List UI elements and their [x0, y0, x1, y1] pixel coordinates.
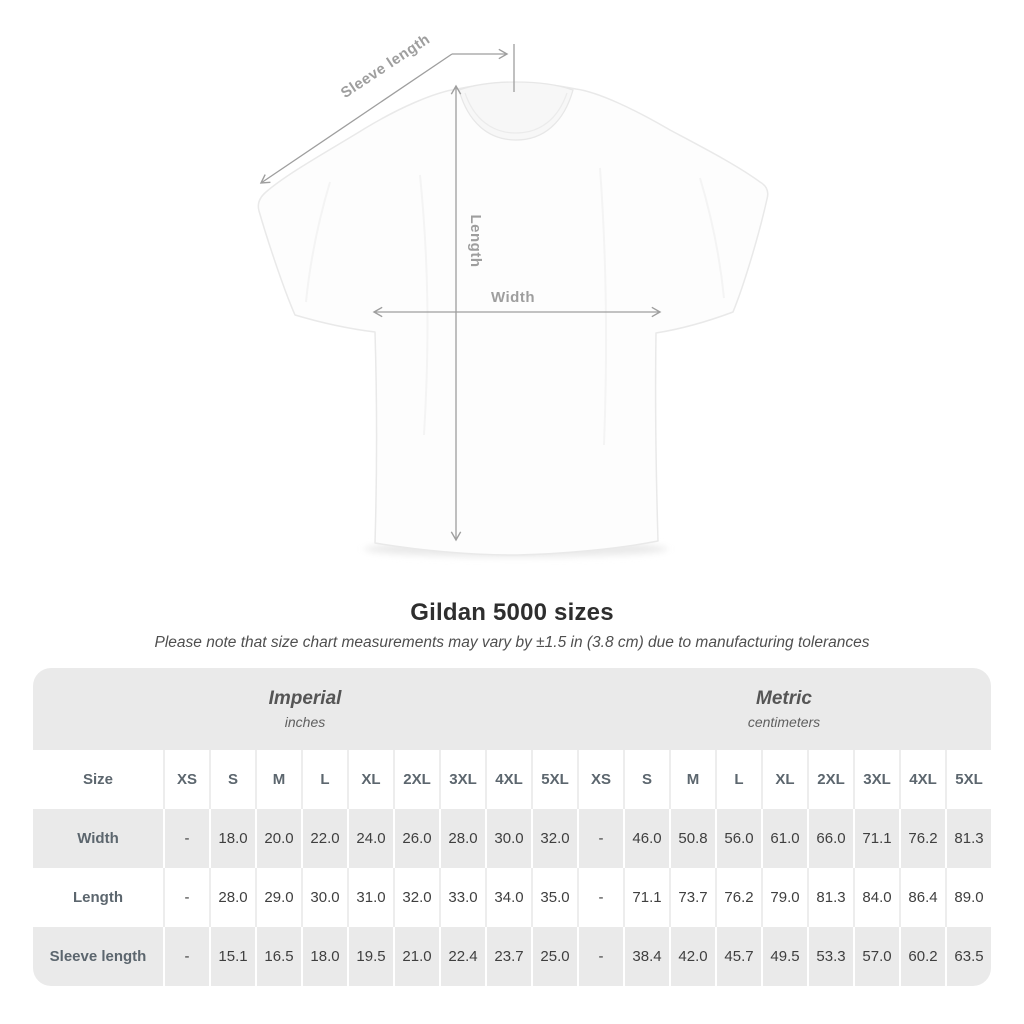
width-metric-value: - [577, 809, 623, 868]
page-title: Gildan 5000 sizes [410, 599, 614, 626]
width-imperial-value: 24.0 [347, 809, 393, 868]
width-imperial-value: 28.0 [439, 809, 485, 868]
sleeve-metric-value: 60.2 [899, 927, 945, 986]
size-header-metric-m: M [669, 750, 715, 809]
size-header-metric-5xl: 5XL [945, 750, 991, 809]
sleeve-imperial-value: 19.5 [347, 927, 393, 986]
width-metric-value: 71.1 [853, 809, 899, 868]
size-header-imperial-5xl: 5XL [531, 750, 577, 809]
length-metric-value: 89.0 [945, 868, 991, 927]
size-table [33, 668, 991, 986]
width-label: Width [490, 289, 536, 306]
sleeve-metric-value: - [577, 927, 623, 986]
width-imperial-value: - [163, 809, 209, 868]
length-metric-value: 79.0 [761, 868, 807, 927]
width-imperial-value: 18.0 [209, 809, 255, 868]
sleeve-imperial-value: 22.4 [439, 927, 485, 986]
length-metric-value: 73.7 [669, 868, 715, 927]
width-metric-value: 46.0 [623, 809, 669, 868]
row-label-sleeve-length: Sleeve length [49, 948, 147, 965]
length-metric-value: 76.2 [715, 868, 761, 927]
sleeve-imperial-value: 16.5 [255, 927, 301, 986]
length-imperial-value: 31.0 [347, 868, 393, 927]
sleeve-imperial-value: 15.1 [209, 927, 255, 986]
size-header-imperial-3xl: 3XL [439, 750, 485, 809]
sleeve-metric-value: 42.0 [669, 927, 715, 986]
size-header-imperial-xl: XL [347, 750, 393, 809]
size-header-metric-xl: XL [761, 750, 807, 809]
size-header-row [33, 750, 991, 809]
sleeve-metric-value: 38.4 [623, 927, 669, 986]
width-metric-value: 81.3 [945, 809, 991, 868]
length-imperial-value: 35.0 [531, 868, 577, 927]
width-imperial-value: 30.0 [485, 809, 531, 868]
size-header-metric-4xl: 4XL [899, 750, 945, 809]
length-metric-value: 86.4 [899, 868, 945, 927]
sleeve-metric-value: 53.3 [807, 927, 853, 986]
width-imperial-value: 32.0 [531, 809, 577, 868]
length-imperial-value: 33.0 [439, 868, 485, 927]
table-row-sleeve-length [33, 927, 991, 986]
width-metric-value: 50.8 [669, 809, 715, 868]
sleeve-imperial-value: - [163, 927, 209, 986]
sleeve-imperial-value: 21.0 [393, 927, 439, 986]
size-header-metric-2xl: 2XL [807, 750, 853, 809]
table-row-length [33, 868, 991, 927]
length-metric-value: - [577, 868, 623, 927]
size-header-metric-s: S [623, 750, 669, 809]
sleeve-metric-value: 49.5 [761, 927, 807, 986]
width-metric-value: 61.0 [761, 809, 807, 868]
page-subtitle: Please note that size chart measurements may vary by ±1.5 in (3.8 cm) due to manufacturing tolerances [154, 634, 870, 651]
imperial-group-header [33, 668, 577, 750]
size-header-imperial-s: S [209, 750, 255, 809]
length-imperial-value: 34.0 [485, 868, 531, 927]
sleeve-metric-value: 63.5 [945, 927, 991, 986]
size-header-metric-xs: XS [577, 750, 623, 809]
width-metric-value: 66.0 [807, 809, 853, 868]
length-imperial-value: - [163, 868, 209, 927]
width-imperial-value: 26.0 [393, 809, 439, 868]
length-imperial-value: 30.0 [301, 868, 347, 927]
row-label-length: Length [73, 889, 123, 906]
size-header-imperial-l: L [301, 750, 347, 809]
sleeve-metric-value: 45.7 [715, 927, 761, 986]
sleeve-metric-value: 57.0 [853, 927, 899, 986]
sleeve-imperial-value: 18.0 [301, 927, 347, 986]
length-imperial-value: 32.0 [393, 868, 439, 927]
length-label: Length [467, 214, 484, 268]
sleeve-imperial-value: 25.0 [531, 927, 577, 986]
imperial-unit: inches [284, 714, 326, 730]
size-header-imperial-xs: XS [163, 750, 209, 809]
size-header-imperial-m: M [255, 750, 301, 809]
width-imperial-value: 22.0 [301, 809, 347, 868]
width-metric-value: 76.2 [899, 809, 945, 868]
row-label-width: Width [77, 830, 119, 847]
length-metric-value: 81.3 [807, 868, 853, 927]
size-header-metric-3xl: 3XL [853, 750, 899, 809]
table-row-width [33, 809, 991, 868]
metric-unit: centimeters [747, 714, 821, 730]
caption-block [0, 599, 1024, 652]
unit-header-band [33, 668, 991, 750]
metric-group-header [577, 668, 991, 750]
length-metric-value: 84.0 [853, 868, 899, 927]
size-header-imperial-2xl: 2XL [393, 750, 439, 809]
metric-label: Metric [756, 688, 812, 709]
shirt-body [258, 83, 767, 555]
width-imperial-value: 20.0 [255, 809, 301, 868]
sleeve-imperial-value: 23.7 [485, 927, 531, 986]
length-imperial-value: 28.0 [209, 868, 255, 927]
size-header-metric-l: L [715, 750, 761, 809]
size-column-header: Size [82, 771, 113, 788]
length-imperial-value: 29.0 [255, 868, 301, 927]
imperial-label: Imperial [268, 688, 342, 709]
sleeve-length-label: Sleeve length [337, 30, 434, 102]
size-header-imperial-4xl: 4XL [485, 750, 531, 809]
length-metric-value: 71.1 [623, 868, 669, 927]
width-metric-value: 56.0 [715, 809, 761, 868]
